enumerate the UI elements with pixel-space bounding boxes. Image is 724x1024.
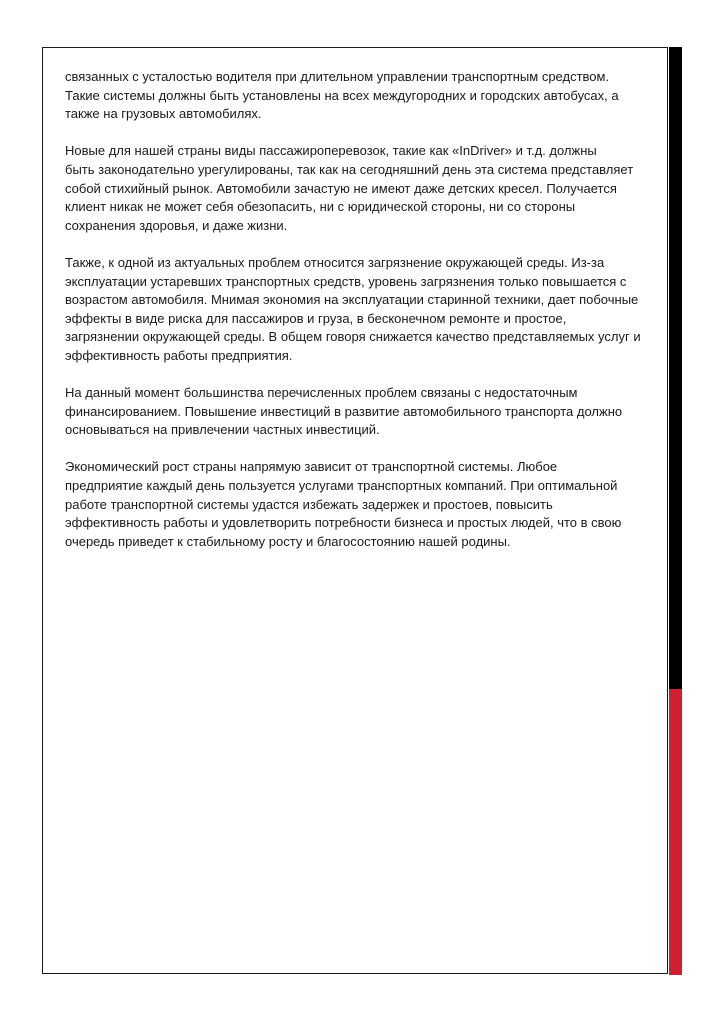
side-accent-bar-red bbox=[669, 689, 682, 975]
paragraph-economic-growth: Экономический рост страны напрямую зависит от транспортной системы. Любое предприятие каждый день пользуется услугами транспортных компаний. При оптимальной работе транспортной системы удастся избежать задержек и простоев, повысить эффективность работы и удовлетворить потребности бизнеса и простых людей, что в свою очередь приведет к стабильному росту и благосостоянию нашей родины. bbox=[65, 459, 622, 549]
paragraph-environmental-pollution: Также, к одной из актуальных проблем относится загрязнение окружающей среды. Из-за эксплуатации устаревших транспортных средств, уровень загрязнения только повышается с возрастом автомобиля. Мнимая экономия на эксплуатации старинной техники, дает побочные эффекты в виде риска для пассажиров и груза, в бесконечном ремонте и простое, загрязнении окружающей среды. В общем говоря снижается качество представляемых услуг и эффективность работы предприятия. bbox=[65, 254, 641, 363]
paragraph-fatigue-systems: связанных с усталостью водителя при длительном управлении транспортным средством. Такие системы должны быть установлены на всех междугородних и городских автобусах, а также на грузовых автомобилях. bbox=[65, 69, 619, 122]
side-accent-bar-black bbox=[669, 47, 682, 689]
document-body bbox=[65, 68, 663, 570]
paragraph-financing: На данный момент большинства перечисленных проблем связаны с недостаточным финансированием. Повышение инвестиций в развитие автомобильного транспорта должно основываться на привлечении частных инвестиций. bbox=[65, 385, 623, 438]
paragraph-ride-hailing-regulation: Новые для нашей страны виды пассажироперевозок, такие как «InDriver» и т.д. должны быть законодательно урегулированы, так как на сегодняшний день эта система представляет собой стихийный рынок. Автомобили зачастую не имеют даже детских кресел. Получается клиент никак не может себя обезопасить, ни с юридической стороны, ни со стороны сохранения здоровья, и даже жизни. bbox=[65, 143, 634, 233]
